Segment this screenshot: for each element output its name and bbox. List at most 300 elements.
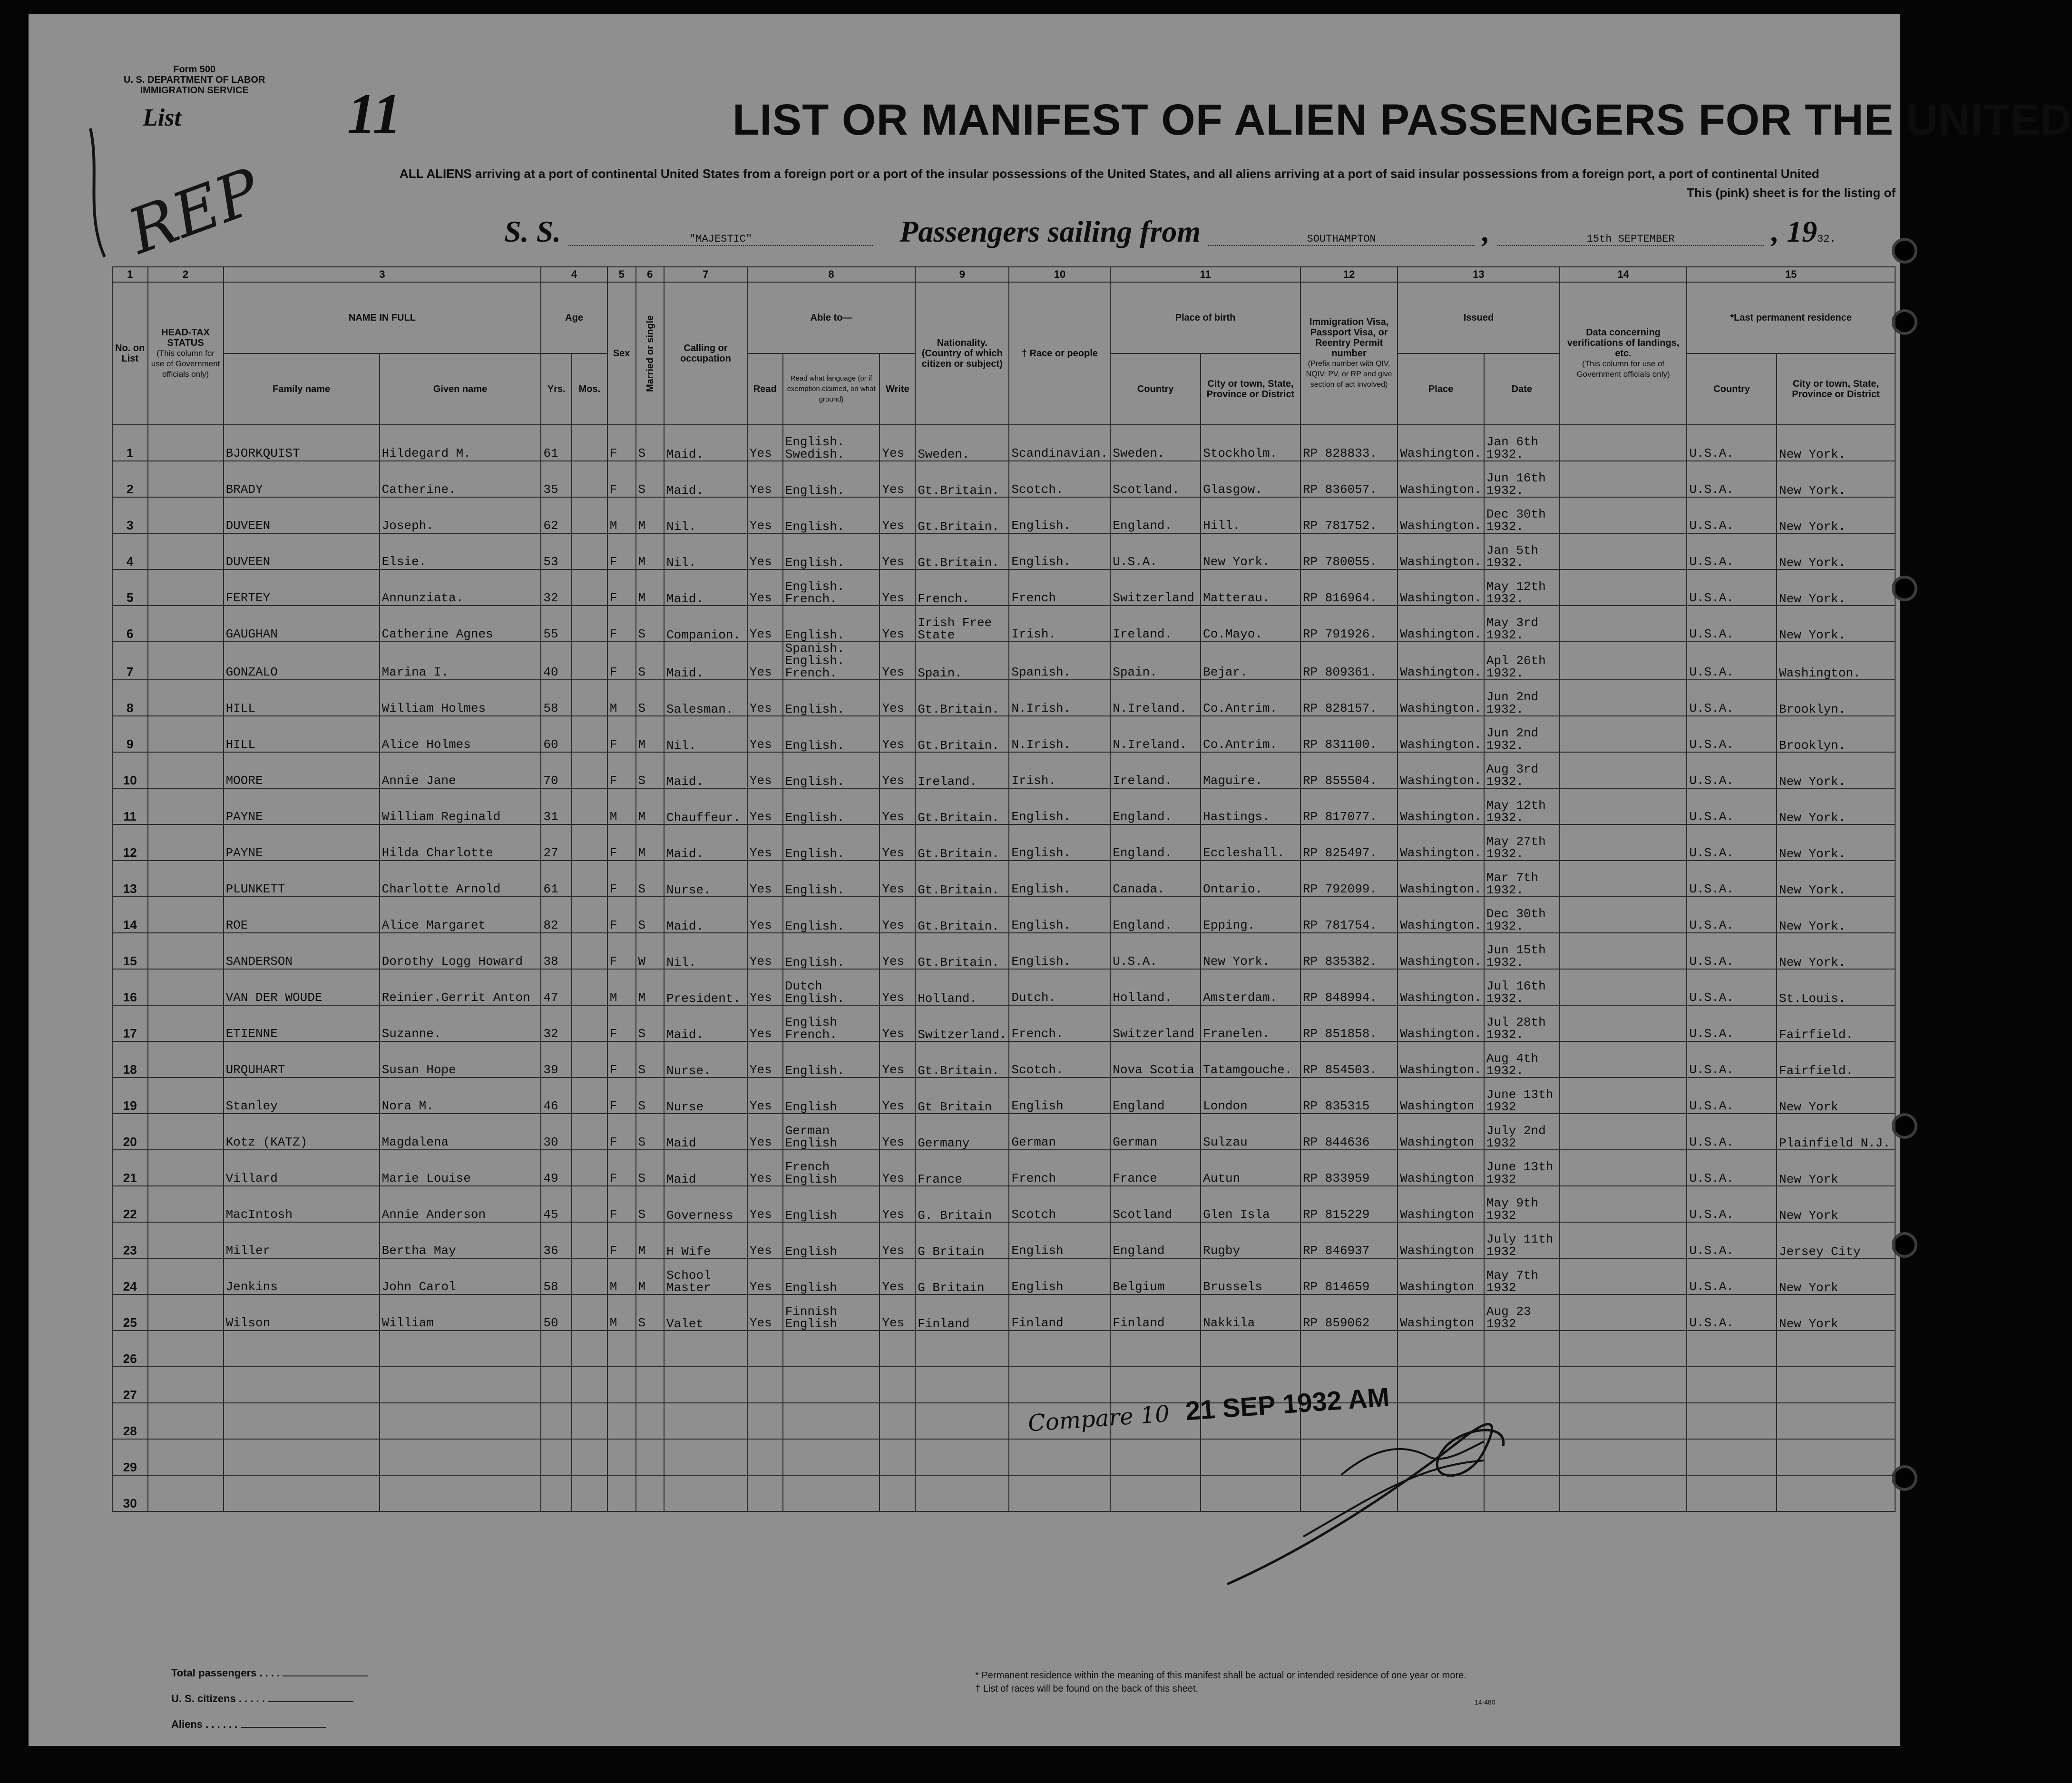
- given-name-cell: Reinier.Gerrit Anton: [380, 969, 541, 1005]
- row-number: 26: [112, 1331, 148, 1367]
- residence-city-cell: New York: [1777, 1186, 1895, 1222]
- residence-country-cell: U.S.A.: [1687, 1078, 1777, 1114]
- verification-cell: [1560, 1114, 1687, 1150]
- sailing-label: Passengers sailing from: [899, 215, 1201, 248]
- handwritten-rep-annotation: [71, 100, 285, 281]
- given-name-cell: Marie Louise: [380, 1150, 541, 1186]
- issued-date-cell: June 13th 1932: [1484, 1150, 1560, 1186]
- nationality-cell: G Britain: [915, 1258, 1009, 1294]
- sex-cell: M: [607, 788, 636, 824]
- verification-cell: [1560, 752, 1687, 788]
- visa-number-cell: RP 854503.: [1300, 1041, 1398, 1078]
- occupation-cell: Nurse.: [664, 1041, 747, 1078]
- occupation-cell: Maid.: [664, 569, 747, 606]
- row-number: 4: [112, 533, 148, 569]
- residence-country-cell: U.S.A.: [1687, 1114, 1777, 1150]
- sex-cell: M: [607, 497, 636, 533]
- race-cell: English: [1009, 1078, 1110, 1114]
- given-name-cell: Suzanne.: [380, 1005, 541, 1041]
- occupation-cell: Maid.: [664, 824, 747, 861]
- write-cell: [880, 1475, 915, 1511]
- nationality-cell: Gt.Britain.: [915, 716, 1009, 752]
- calling-header: Calling or occupation: [664, 282, 747, 425]
- visa-number-cell: [1300, 1331, 1398, 1367]
- footnotes: [975, 1669, 1495, 1709]
- marital-status-cell: W: [636, 933, 665, 969]
- visa-number-cell: RP 846937: [1300, 1222, 1398, 1258]
- sex-cell: F: [607, 752, 636, 788]
- nationality-cell: Spain.: [915, 642, 1009, 680]
- family-name-cell: PAYNE: [224, 824, 380, 861]
- write-cell: Yes: [880, 425, 915, 461]
- row-number: 10: [112, 752, 148, 788]
- head-tax-cell: [148, 716, 224, 752]
- marital-status-cell: M: [636, 1258, 665, 1294]
- table-row: [112, 1150, 1895, 1186]
- occupation-cell: Nil.: [664, 716, 747, 752]
- table-row: [112, 1294, 1895, 1331]
- race-cell: Scotch.: [1009, 461, 1110, 497]
- age-years-cell: 32: [541, 569, 572, 606]
- race-cell: French.: [1009, 1005, 1110, 1041]
- head-tax-cell: [148, 461, 224, 497]
- issued-place-cell: Washington: [1398, 1150, 1484, 1186]
- given-name-cell: William: [380, 1294, 541, 1331]
- binder-ring-hole: [1892, 576, 1917, 601]
- total-passengers-label: Total passengers: [171, 1667, 257, 1679]
- read-language-cell: English.: [783, 897, 880, 933]
- issued-date-cell: Jan 6th 1932.: [1484, 425, 1560, 461]
- read-cell: Yes: [747, 1005, 783, 1041]
- marital-status-cell: [636, 1403, 665, 1439]
- sex-header: Sex: [607, 282, 636, 425]
- months-header: Mos.: [572, 353, 607, 425]
- occupation-cell: Chauffeur.: [664, 788, 747, 824]
- age-years-cell: 60: [541, 716, 572, 752]
- table-row: [112, 606, 1895, 642]
- verification-cell: [1560, 1331, 1687, 1367]
- marital-status-cell: M: [636, 969, 665, 1005]
- visa-number-cell: RP 792099.: [1300, 861, 1398, 897]
- row-number: 13: [112, 861, 148, 897]
- marital-status-cell: S: [636, 1294, 665, 1331]
- age-months-cell: [572, 606, 607, 642]
- marital-status-cell: S: [636, 606, 665, 642]
- verification-cell: [1560, 861, 1687, 897]
- issued-place-cell: Washington.: [1398, 425, 1484, 461]
- footnote-residence: * Permanent residence within the meaning of this manifest shall be actual or intended residence of one year or more.: [975, 1670, 1466, 1681]
- nationality-cell: Irish Free State: [915, 606, 1009, 642]
- read-cell: Yes: [747, 897, 783, 933]
- occupation-cell: Governess: [664, 1186, 747, 1222]
- race-cell: French: [1009, 1150, 1110, 1186]
- issued-date-cell: July 2nd 1932: [1484, 1114, 1560, 1150]
- read-cell: Yes: [747, 1294, 783, 1331]
- sex-cell: M: [607, 969, 636, 1005]
- read-cell: Yes: [747, 969, 783, 1005]
- race-header: † Race or people: [1009, 282, 1110, 425]
- birth-city-cell: New York.: [1201, 533, 1300, 569]
- residence-city-cell: [1777, 1367, 1895, 1403]
- marital-status-cell: M: [636, 1222, 665, 1258]
- residence-country-cell: U.S.A.: [1687, 533, 1777, 569]
- residence-country-cell: U.S.A.: [1687, 497, 1777, 533]
- age-months-cell: [572, 1041, 607, 1078]
- age-months-cell: [572, 861, 607, 897]
- occupation-cell: Nil.: [664, 533, 747, 569]
- stamp-handwritten-note: Compare 10: [1027, 1400, 1171, 1437]
- given-name-cell: [380, 1439, 541, 1475]
- read-cell: Yes: [747, 788, 783, 824]
- department-name: U. S. DEPARTMENT OF LABOR: [124, 75, 265, 85]
- row-number: 30: [112, 1475, 148, 1511]
- race-cell: [1009, 1331, 1110, 1367]
- write-cell: Yes: [880, 1150, 915, 1186]
- issued-place-cell: Washington.: [1398, 606, 1484, 642]
- write-cell: Yes: [880, 1222, 915, 1258]
- visa-number-cell: RP 809361.: [1300, 642, 1398, 680]
- sex-cell: [607, 1367, 636, 1403]
- age-years-cell: 36: [541, 1222, 572, 1258]
- visa-number-cell: RP 791926.: [1300, 606, 1398, 642]
- verification-cell: [1560, 642, 1687, 680]
- list-label: List: [143, 104, 181, 131]
- issued-date-cell: Jul 16th 1932.: [1484, 969, 1560, 1005]
- residence-city-cell: New York.: [1777, 933, 1895, 969]
- residence-city-cell: New York.: [1777, 861, 1895, 897]
- head-tax-cell: [148, 824, 224, 861]
- birth-country-cell: Finland: [1110, 1294, 1201, 1331]
- head-tax-cell: [148, 1222, 224, 1258]
- given-name-cell: Hildegard M.: [380, 425, 541, 461]
- age-months-cell: [572, 897, 607, 933]
- read-language-cell: English. French.: [783, 569, 880, 606]
- marital-status-cell: M: [636, 788, 665, 824]
- residence-city-cell: [1777, 1403, 1895, 1439]
- age-months-cell: [572, 642, 607, 680]
- visa-number-cell: RP 844636: [1300, 1114, 1398, 1150]
- age-months-cell: [572, 1331, 607, 1367]
- nationality-cell: Germany: [915, 1114, 1009, 1150]
- ship-name: "MAJESTIC": [568, 233, 873, 246]
- sex-cell: F: [607, 1041, 636, 1078]
- read-language-cell: Spanish. English. French.: [783, 642, 880, 680]
- read-cell: Yes: [747, 1041, 783, 1078]
- given-name-cell: Bertha May: [380, 1222, 541, 1258]
- residence-city-cell: St.Louis.: [1777, 969, 1895, 1005]
- family-name-cell: HILL: [224, 680, 380, 716]
- nationality-cell: French.: [915, 569, 1009, 606]
- birth-city-cell: Bejar.: [1201, 642, 1300, 680]
- row-number: 22: [112, 1186, 148, 1222]
- age-months-cell: [572, 1150, 607, 1186]
- verification-cell: [1560, 1367, 1687, 1403]
- sex-cell: M: [607, 1294, 636, 1331]
- row-number: 16: [112, 969, 148, 1005]
- birth-city-cell: Franelen.: [1201, 1005, 1300, 1041]
- nationality-cell: G. Britain: [915, 1186, 1009, 1222]
- table-row: [112, 1367, 1895, 1403]
- visa-number-cell: RP 815229: [1300, 1186, 1398, 1222]
- birth-country-cell: Scotland.: [1110, 461, 1201, 497]
- issued-place-cell: Washington.: [1398, 933, 1484, 969]
- birth-country-cell: England.: [1110, 897, 1201, 933]
- birth-city-cell: Hastings.: [1201, 788, 1300, 824]
- write-cell: Yes: [880, 569, 915, 606]
- age-years-cell: [541, 1331, 572, 1367]
- verification-cell: [1560, 933, 1687, 969]
- table-row: [112, 752, 1895, 788]
- stamp-text: 21 SEP 1932 AM: [1184, 1381, 1391, 1426]
- age-months-cell: [572, 1403, 607, 1439]
- birth-country-cell: Belgium: [1110, 1258, 1201, 1294]
- issued-date-cell: Aug 4th 1932.: [1484, 1041, 1560, 1078]
- nationality-cell: [915, 1331, 1009, 1367]
- nationality-cell: Gt.Britain.: [915, 1041, 1009, 1078]
- residence-country-cell: U.S.A.: [1687, 716, 1777, 752]
- issued-place-cell: Washington.: [1398, 642, 1484, 680]
- age-months-cell: [572, 497, 607, 533]
- passenger-table: [112, 266, 1896, 1512]
- row-number: 28: [112, 1403, 148, 1439]
- head-tax-note: (This column for use of Government officials only): [151, 349, 220, 379]
- read-language-cell: [783, 1367, 880, 1403]
- marital-status-cell: M: [636, 533, 665, 569]
- age-years-cell: 40: [541, 642, 572, 680]
- marital-status-cell: M: [636, 497, 665, 533]
- read-language-cell: English: [783, 1186, 880, 1222]
- able-to-header: Able to—: [747, 282, 915, 353]
- residence-country-cell: U.S.A.: [1687, 969, 1777, 1005]
- write-cell: Yes: [880, 461, 915, 497]
- row-number: 25: [112, 1294, 148, 1331]
- write-cell: Yes: [880, 1114, 915, 1150]
- visa-number-cell: RP 828157.: [1300, 680, 1398, 716]
- issued-place-cell: Washington.: [1398, 752, 1484, 788]
- given-name-cell: Catherine.: [380, 461, 541, 497]
- row-number: 27: [112, 1367, 148, 1403]
- birth-city-cell: Maguire.: [1201, 752, 1300, 788]
- column-number: 4: [541, 267, 607, 282]
- write-header: Write: [880, 353, 915, 425]
- sex-cell: F: [607, 569, 636, 606]
- birth-country-cell: Switzerland: [1110, 1005, 1201, 1041]
- residence-country-cell: U.S.A.: [1687, 1186, 1777, 1222]
- head-tax-title: HEAD-TAX STATUS: [161, 327, 210, 348]
- table-row: [112, 569, 1895, 606]
- sex-cell: F: [607, 642, 636, 680]
- nationality-cell: Gt.Britain.: [915, 861, 1009, 897]
- visa-note: (Prefix number with QIV, NQIV, PV, or RP and give section of act involved): [1306, 360, 1392, 389]
- race-cell: Spanish.: [1009, 642, 1110, 680]
- write-cell: Yes: [880, 969, 915, 1005]
- family-name-cell: Stanley: [224, 1078, 380, 1114]
- residence-country-cell: U.S.A.: [1687, 569, 1777, 606]
- birth-country-cell: Scotland: [1110, 1186, 1201, 1222]
- age-months-cell: [572, 1005, 607, 1041]
- age-years-cell: 31: [541, 788, 572, 824]
- head-tax-cell: [148, 425, 224, 461]
- verification-cell: [1560, 1403, 1687, 1439]
- manifest-sheet: [29, 14, 2072, 1746]
- issued-place-cell: Washington.: [1398, 461, 1484, 497]
- read-cell: Yes: [747, 824, 783, 861]
- residence-country-cell: U.S.A.: [1687, 642, 1777, 680]
- sex-cell: F: [607, 606, 636, 642]
- service-name: IMMIGRATION SERVICE: [140, 85, 249, 96]
- sex-cell: F: [607, 1114, 636, 1150]
- residence-country-cell: [1687, 1331, 1777, 1367]
- family-name-cell: GAUGHAN: [224, 606, 380, 642]
- given-name-cell: Annunziata.: [380, 569, 541, 606]
- age-years-cell: [541, 1439, 572, 1475]
- sex-cell: M: [607, 1258, 636, 1294]
- age-years-cell: 55: [541, 606, 572, 642]
- write-cell: Yes: [880, 897, 915, 933]
- head-tax-cell: [148, 1186, 224, 1222]
- age-months-cell: [572, 1475, 607, 1511]
- read-language-cell: English.: [783, 824, 880, 861]
- verification-cell: [1560, 533, 1687, 569]
- head-tax-cell: [148, 861, 224, 897]
- family-name-cell: Miller: [224, 1222, 380, 1258]
- age-years-cell: 58: [541, 680, 572, 716]
- read-language-cell: English.: [783, 461, 880, 497]
- read-language-cell: English French.: [783, 1005, 880, 1041]
- verification-cell: [1560, 824, 1687, 861]
- nationality-cell: Ireland.: [915, 752, 1009, 788]
- age-years-cell: 61: [541, 425, 572, 461]
- given-name-cell: John Carol: [380, 1258, 541, 1294]
- table-row: [112, 497, 1895, 533]
- issued-date-cell: [1484, 1331, 1560, 1367]
- issued-place-cell: Washington.: [1398, 824, 1484, 861]
- issued-date-cell: May 12th 1932.: [1484, 569, 1560, 606]
- table-row: [112, 1041, 1895, 1078]
- sex-cell: F: [607, 1222, 636, 1258]
- read-cell: Yes: [747, 1258, 783, 1294]
- residence-country-cell: [1687, 1439, 1777, 1475]
- family-name-header: Family name: [224, 353, 380, 425]
- birth-city-cell: Sulzau: [1201, 1114, 1300, 1150]
- occupation-cell: [664, 1475, 747, 1511]
- table-row: [112, 1005, 1895, 1041]
- table-row: [112, 1403, 1895, 1439]
- residence-country-cell: U.S.A.: [1687, 788, 1777, 824]
- residence-country-cell: U.S.A.: [1687, 425, 1777, 461]
- age-years-cell: 61: [541, 861, 572, 897]
- age-years-cell: 58: [541, 1258, 572, 1294]
- read-language-cell: English.: [783, 497, 880, 533]
- verification-cell: [1560, 897, 1687, 933]
- residence-country-cell: U.S.A.: [1687, 752, 1777, 788]
- read-cell: Yes: [747, 533, 783, 569]
- given-name-cell: [380, 1475, 541, 1511]
- issued-place-cell: [1398, 1331, 1484, 1367]
- issued-date-cell: May 12th 1932.: [1484, 788, 1560, 824]
- birth-country-cell: U.S.A.: [1110, 933, 1201, 969]
- read-language-header: Read what language (or if exemption claimed, on what ground): [783, 353, 880, 425]
- row-number: 6: [112, 606, 148, 642]
- read-cell: Yes: [747, 933, 783, 969]
- residence-country-cell: U.S.A.: [1687, 1258, 1777, 1294]
- head-tax-cell: [148, 1403, 224, 1439]
- issued-place-cell: Washington.: [1398, 1041, 1484, 1078]
- birth-country-cell: [1110, 1475, 1201, 1511]
- verification-cell: [1560, 1258, 1687, 1294]
- issued-date-cell: Dec 30th 1932.: [1484, 897, 1560, 933]
- column-number-row: [112, 267, 1895, 282]
- race-cell: Irish.: [1009, 752, 1110, 788]
- given-name-cell: Annie Anderson: [380, 1186, 541, 1222]
- family-name-cell: DUVEEN: [224, 533, 380, 569]
- read-language-cell: [783, 1331, 880, 1367]
- marital-status-cell: S: [636, 1114, 665, 1150]
- family-name-cell: HILL: [224, 716, 380, 752]
- birth-country-cell: Ireland.: [1110, 752, 1201, 788]
- column-number: 14: [1560, 267, 1687, 282]
- race-cell: English.: [1009, 788, 1110, 824]
- residence-city-cell: New York: [1777, 1078, 1895, 1114]
- subtitle-line-2: This (pink) sheet is for the listing of: [1686, 186, 1896, 200]
- data-concerning-header: [1560, 282, 1687, 425]
- sex-cell: F: [607, 425, 636, 461]
- row-number: 8: [112, 680, 148, 716]
- residence-city-cell: New York.: [1777, 569, 1895, 606]
- birth-city-cell: [1201, 1331, 1300, 1367]
- read-language-cell: English. Swedish.: [783, 425, 880, 461]
- issued-date-cell: May 3rd 1932.: [1484, 606, 1560, 642]
- aliens-label: Aliens: [171, 1718, 203, 1730]
- given-name-cell: Marina I.: [380, 642, 541, 680]
- race-cell: Irish.: [1009, 606, 1110, 642]
- write-cell: [880, 1439, 915, 1475]
- nationality-cell: Gt.Britain.: [915, 461, 1009, 497]
- birth-country-cell: Ireland.: [1110, 606, 1201, 642]
- column-number: 12: [1300, 267, 1398, 282]
- write-cell: [880, 1367, 915, 1403]
- write-cell: [880, 1331, 915, 1367]
- read-language-cell: Finnish English: [783, 1294, 880, 1331]
- marital-status-cell: M: [636, 716, 665, 752]
- issued-place-cell: Washington: [1398, 1186, 1484, 1222]
- read-language-cell: [783, 1475, 880, 1511]
- age-months-cell: [572, 1078, 607, 1114]
- residence-city-cell: New York.: [1777, 606, 1895, 642]
- write-cell: Yes: [880, 1258, 915, 1294]
- read-language-cell: English.: [783, 752, 880, 788]
- marital-status-cell: S: [636, 461, 665, 497]
- column-number: 1: [112, 267, 148, 282]
- write-cell: Yes: [880, 752, 915, 788]
- table-row: [112, 461, 1895, 497]
- row-number: 18: [112, 1041, 148, 1078]
- age-years-cell: 35: [541, 461, 572, 497]
- sex-cell: F: [607, 861, 636, 897]
- nationality-header: Nationality. (Country of which citizen or subject): [915, 282, 1009, 425]
- head-tax-cell: [148, 1041, 224, 1078]
- head-tax-cell: [148, 533, 224, 569]
- read-cell: Yes: [747, 497, 783, 533]
- age-years-cell: 38: [541, 933, 572, 969]
- issued-date-cell: May 9th 1932: [1484, 1186, 1560, 1222]
- marital-status-cell: [636, 1439, 665, 1475]
- head-tax-cell: [148, 1114, 224, 1150]
- residence-city-header: City or town, State, Province or District: [1777, 353, 1895, 425]
- read-cell: Yes: [747, 716, 783, 752]
- read-cell: Yes: [747, 425, 783, 461]
- department-heading: [124, 64, 265, 96]
